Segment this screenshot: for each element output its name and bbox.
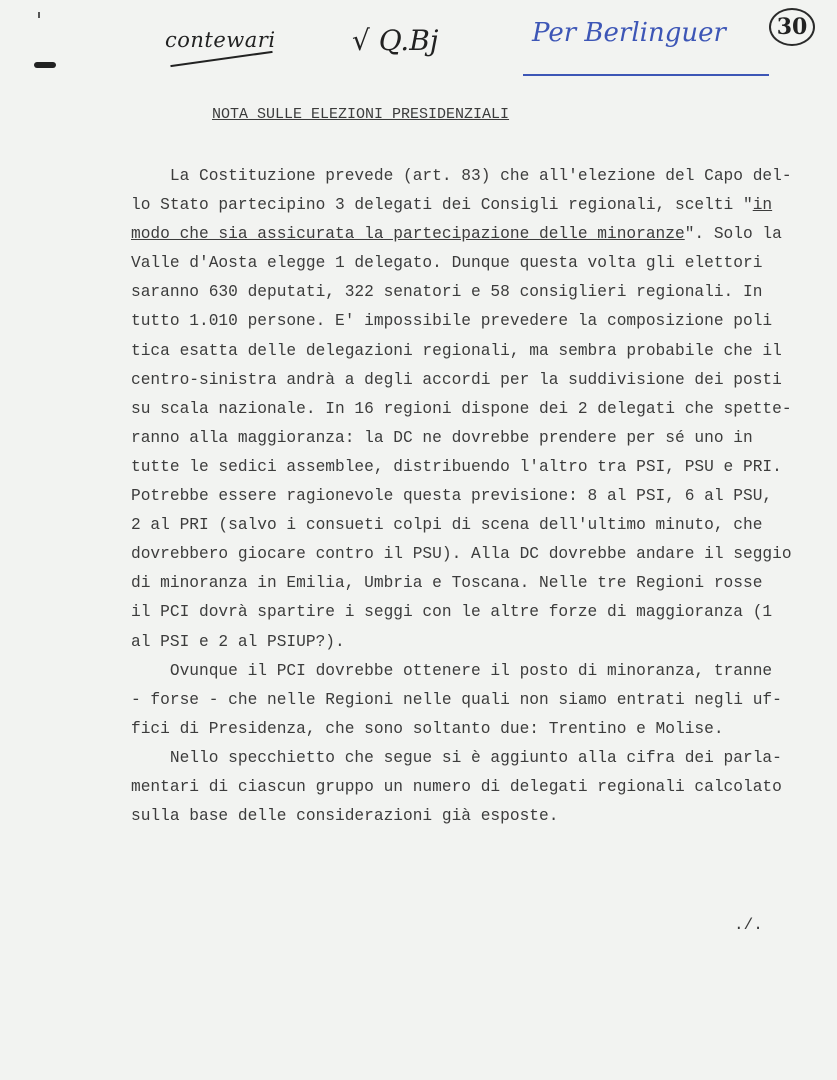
- margin-ink-mark: [34, 62, 56, 68]
- text-line: Potrebbe essere ragionevole questa previsione: 8 al PSI, 6 al PSU,: [131, 487, 773, 506]
- handwritten-note-middle: √ Q.Bj: [352, 24, 439, 57]
- document-title: NOTA SULLE ELEZIONI PRESIDENZIALI: [212, 106, 510, 123]
- circled-page-number: 30: [769, 8, 815, 46]
- text-line: Nello specchietto che segue si è aggiunto alla cifra dei parla-: [131, 748, 782, 767]
- text-line: dovrebbero giocare contro il PSU). Alla DC dovrebbe andare il seggio: [131, 545, 792, 564]
- text-line: tutto 1.010 persone. E' impossibile prevedere la composizione poli: [131, 312, 773, 331]
- text-line: - forse - che nelle Regioni nelle quali non siamo entrati negli uf-: [131, 690, 782, 709]
- text-line: sulla base delle considerazioni già esposte.: [131, 807, 559, 826]
- handwritten-note-left: contewari: [165, 28, 276, 52]
- text-line: lo Stato partecipino 3 delegati dei Consigli regionali, scelti ": [131, 196, 753, 215]
- handwritten-underline-left: [170, 51, 272, 67]
- text-line: saranno 630 deputati, 322 senatori e 58 consiglieri regionali. In: [131, 283, 763, 302]
- text-line: Ovunque il PCI dovrebbe ottenere il posto di minoranza, tranne: [131, 661, 773, 680]
- text-line: il PCI dovrà spartire i seggi con le altre forze di maggioranza (1: [131, 603, 773, 622]
- text-line: su scala nazionale. In 16 regioni dispone dei 2 delegati che spette-: [131, 399, 792, 418]
- text-line: tica esatta delle delegazioni regionali, ma sembra probabile che il: [131, 341, 782, 360]
- text-line: tutte le sedici assemblee, distribuendo l'altro tra PSI, PSU e PRI.: [131, 457, 782, 476]
- text-line: di minoranza in Emilia, Umbria e Toscana. Nelle tre Regioni rosse: [131, 574, 763, 593]
- text-line: La Costituzione prevede (art. 83) che all'elezione del Capo del-: [131, 167, 792, 185]
- document-body: [131, 162, 831, 831]
- text-line: 2 al PRI (salvo i consueti colpi di scena dell'ultimo minuto, che: [131, 516, 763, 535]
- underlined-text: in: [752, 196, 773, 215]
- text-line: mentari di ciascun gruppo un numero di delegati regionali calcolato: [131, 777, 782, 796]
- text-line: al PSI e 2 al PSIUP?).: [131, 632, 345, 651]
- text-line: centro-sinistra andrà a degli accordi per la suddivisione dei posti: [131, 370, 782, 389]
- handwritten-underline-right: [523, 74, 769, 76]
- text-line: fici di Presidenza, che sono soltanto due: Trentino e Molise.: [131, 719, 724, 738]
- continuation-mark: ./.: [734, 916, 763, 934]
- margin-dot: [38, 12, 40, 18]
- text-line: ". Solo la: [684, 225, 782, 244]
- text-line: Valle d'Aosta elegge 1 delegato. Dunque questa volta gli elettori: [131, 254, 763, 273]
- underlined-text: modo che sia assicurata la partecipazione delle minoranze: [131, 225, 685, 244]
- handwritten-note-right: Per Berlinguer: [532, 18, 726, 48]
- text-line: ranno alla maggioranza: la DC ne dovrebbe prendere per sé uno in: [131, 428, 753, 447]
